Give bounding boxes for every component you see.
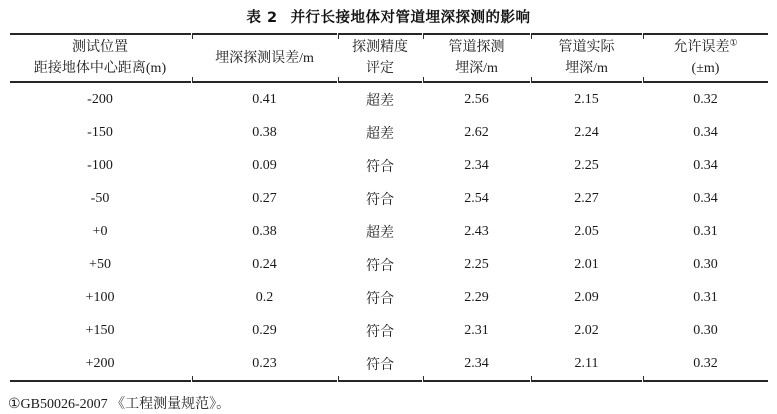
data-table (8, 33, 770, 382)
col-header-detected-depth (424, 33, 530, 83)
cell-allowed-error: 0.32 (644, 347, 768, 382)
table-row (10, 281, 768, 314)
cell-rating: 符合 (366, 159, 394, 175)
col-header-allowed-error (644, 33, 768, 83)
table-row (10, 314, 768, 347)
header-line: 管道实际 (558, 40, 615, 55)
cell-actual-depth: 2.02 (574, 322, 599, 338)
table-row (10, 149, 768, 182)
table-row (10, 347, 768, 382)
cell-rating: 超差 (366, 126, 394, 142)
cell-position: +100 (85, 289, 115, 305)
header-line: 探测精度 (352, 40, 408, 55)
header-line: 测试位置 (72, 40, 128, 55)
cell-actual-depth: 2.05 (574, 223, 599, 239)
cell-detected-depth: 2.31 (464, 322, 489, 338)
cell-depth-error: 0.38 (252, 223, 277, 239)
footnote: ①GB50026-2007 《工程测量规范》。 (8, 397, 231, 412)
cell-detected-depth: 2.29 (464, 289, 489, 305)
header-line: 埋深探测误差/m (215, 50, 314, 66)
table-row (10, 83, 768, 116)
cell-rating: 符合 (366, 291, 394, 307)
caption-label: 表 2 (246, 10, 278, 26)
cell-detected-depth: 2.34 (424, 347, 530, 382)
cell-rating: 超差 (366, 225, 394, 241)
cell-allowed-error: 0.34 (693, 157, 718, 173)
caption-text: 并行长接地体对管道埋深探测的影响 (290, 10, 531, 26)
header-line (644, 37, 768, 58)
cell-actual-depth: 2.11 (532, 347, 642, 382)
header-line: 埋深/m (455, 61, 498, 76)
footnote-marker: ① (729, 37, 738, 48)
header-line: 评定 (366, 61, 394, 76)
cell-actual-depth: 2.24 (574, 124, 599, 140)
cell-actual-depth: 2.25 (574, 157, 599, 173)
cell-allowed-error: 0.30 (693, 322, 718, 338)
cell-rating: 符合 (366, 258, 394, 274)
header-line: 埋深/m (565, 61, 608, 76)
cell-depth-error: 0.27 (252, 190, 277, 206)
cell-detected-depth: 2.56 (464, 91, 489, 107)
cell-position: -150 (87, 124, 113, 140)
header-line: 管道探测 (448, 40, 505, 55)
cell-detected-depth: 2.62 (464, 124, 489, 140)
cell-allowed-error: 0.31 (693, 289, 718, 305)
table-row (10, 182, 768, 215)
header-text: 允许误差 (673, 40, 730, 55)
cell-allowed-error: 0.34 (693, 190, 718, 206)
cell-rating: 超差 (366, 93, 394, 109)
cell-position: -100 (87, 157, 113, 173)
cell-actual-depth: 2.01 (574, 256, 599, 272)
cell-depth-error: 0.38 (252, 124, 277, 140)
cell-rating: 符合 (339, 347, 422, 382)
cell-detected-depth: 2.43 (464, 223, 489, 239)
cell-depth-error: 0.2 (255, 289, 274, 305)
cell-allowed-error: 0.31 (693, 223, 718, 239)
cell-depth-error: 0.09 (252, 157, 277, 173)
cell-depth-error: 0.23 (193, 347, 337, 382)
cell-position: -50 (90, 190, 110, 206)
header-line: (±m) (691, 61, 720, 76)
cell-actual-depth: 2.15 (574, 91, 599, 107)
cell-depth-error: 0.29 (252, 322, 277, 338)
cell-depth-error: 0.41 (252, 91, 277, 107)
cell-rating: 符合 (366, 192, 394, 208)
cell-allowed-error: 0.30 (693, 256, 718, 272)
table-row (10, 215, 768, 248)
cell-position: -200 (87, 91, 113, 107)
cell-position: +150 (85, 322, 115, 338)
cell-actual-depth: 2.09 (574, 289, 599, 305)
cell-depth-error: 0.24 (252, 256, 277, 272)
col-header-accuracy-rating (339, 33, 422, 83)
col-header-depth-error (193, 33, 337, 83)
table-caption (0, 0, 777, 27)
cell-position: +0 (92, 223, 108, 239)
cell-position: +200 (10, 347, 191, 382)
cell-detected-depth: 2.25 (464, 256, 489, 272)
cell-position: +50 (89, 256, 111, 272)
cell-detected-depth: 2.54 (464, 190, 489, 206)
col-header-test-position (10, 33, 191, 83)
cell-rating: 符合 (366, 324, 394, 340)
cell-actual-depth: 2.27 (574, 190, 599, 206)
cell-allowed-error: 0.34 (693, 124, 718, 140)
col-header-actual-depth (532, 33, 642, 83)
header-row (10, 33, 768, 83)
table-row (10, 248, 768, 281)
cell-detected-depth: 2.34 (464, 157, 489, 173)
cell-allowed-error: 0.32 (693, 91, 718, 107)
table-row (10, 116, 768, 149)
header-line: 距接地体中心距离(m) (33, 61, 167, 76)
